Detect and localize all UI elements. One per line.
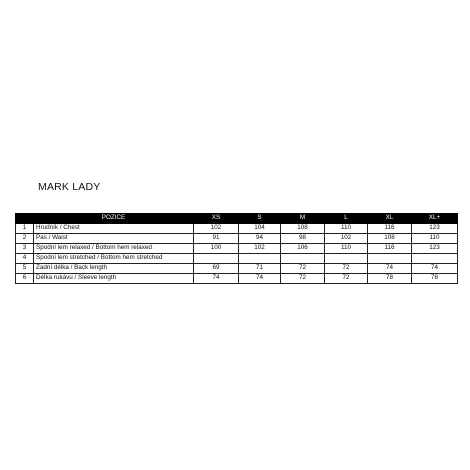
table-row bbox=[16, 264, 458, 274]
value-cell: 108 bbox=[281, 224, 325, 234]
value-cell: 110 bbox=[325, 244, 368, 254]
value-cell: 116 bbox=[368, 224, 412, 234]
value-cell: 116 bbox=[368, 244, 412, 254]
value-cell: 100 bbox=[194, 244, 239, 254]
value-cell: 71 bbox=[239, 264, 281, 274]
value-cell: 72 bbox=[325, 274, 368, 284]
value-cell: 74 bbox=[368, 264, 412, 274]
value-cell bbox=[239, 254, 281, 264]
table-row bbox=[16, 274, 458, 284]
value-cell: 74 bbox=[412, 264, 458, 274]
header-cell-m: M bbox=[281, 214, 325, 224]
header-cell-xs: XS bbox=[194, 214, 239, 224]
value-cell: 123 bbox=[412, 244, 458, 254]
value-cell: 72 bbox=[281, 264, 325, 274]
value-cell: 78 bbox=[368, 274, 412, 284]
row-number: 3 bbox=[16, 244, 34, 254]
value-cell bbox=[325, 254, 368, 264]
value-cell: 102 bbox=[325, 234, 368, 244]
table-row bbox=[16, 224, 458, 234]
row-number: 6 bbox=[16, 274, 34, 284]
value-cell: 91 bbox=[194, 234, 239, 244]
value-cell: 98 bbox=[281, 234, 325, 244]
value-cell: 72 bbox=[281, 274, 325, 284]
header-cell-position: POZICE bbox=[34, 214, 194, 224]
value-cell: 74 bbox=[194, 274, 239, 284]
measurement-name: Hrudník / Chest bbox=[34, 224, 194, 234]
row-number: 4 bbox=[16, 254, 34, 264]
table-row bbox=[16, 244, 458, 254]
value-cell: 102 bbox=[239, 244, 281, 254]
measurement-name: Zadní délka / Back length bbox=[34, 264, 194, 274]
value-cell: 69 bbox=[194, 264, 239, 274]
value-cell bbox=[194, 254, 239, 264]
table-row bbox=[16, 234, 458, 244]
value-cell: 102 bbox=[194, 224, 239, 234]
row-number: 1 bbox=[16, 224, 34, 234]
value-cell bbox=[281, 254, 325, 264]
value-cell bbox=[368, 254, 412, 264]
value-cell: 74 bbox=[239, 274, 281, 284]
header-cell-xl: XL bbox=[368, 214, 412, 224]
table-header-row bbox=[16, 214, 458, 224]
measurement-name: Pas / Waist bbox=[34, 234, 194, 244]
value-cell: 104 bbox=[239, 224, 281, 234]
value-cell: 108 bbox=[368, 234, 412, 244]
value-cell: 106 bbox=[281, 244, 325, 254]
header-cell-number bbox=[16, 214, 34, 224]
row-number: 5 bbox=[16, 264, 34, 274]
value-cell: 72 bbox=[325, 264, 368, 274]
value-cell: 94 bbox=[239, 234, 281, 244]
table-row bbox=[16, 254, 458, 264]
value-cell bbox=[412, 254, 458, 264]
page-title: MARK LADY bbox=[38, 181, 101, 193]
measurement-name: Spodní lem stretched / Bottom hem stretched bbox=[34, 254, 194, 264]
measurement-name: Délka rukávu / Sleeve length bbox=[34, 274, 194, 284]
value-cell: 123 bbox=[412, 224, 458, 234]
size-chart-table bbox=[15, 213, 458, 284]
value-cell: 110 bbox=[325, 224, 368, 234]
row-number: 2 bbox=[16, 234, 34, 244]
measurement-name: Spodní lem relaxed / Bottom hem relaxed bbox=[34, 244, 194, 254]
header-cell-xl-plus: XL+ bbox=[412, 214, 458, 224]
value-cell: 110 bbox=[412, 234, 458, 244]
header-cell-s: S bbox=[239, 214, 281, 224]
header-cell-l: L bbox=[325, 214, 368, 224]
value-cell: 78 bbox=[412, 274, 458, 284]
